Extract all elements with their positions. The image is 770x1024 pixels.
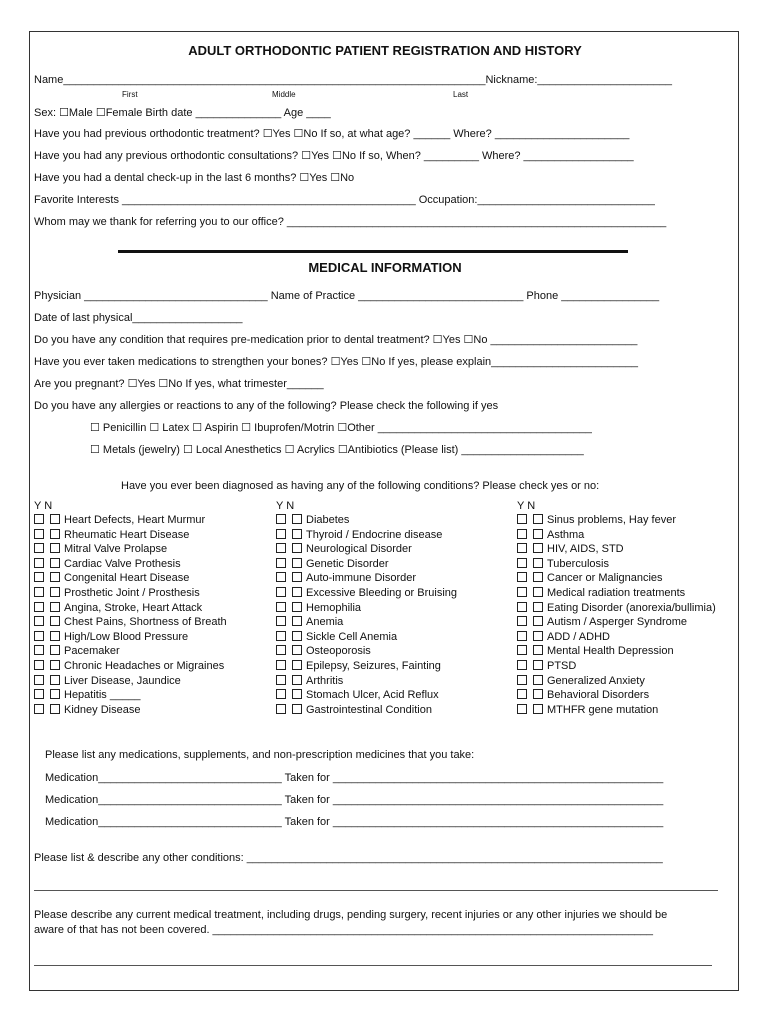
diagnosed-question: Have you ever been diagnosed as having any of the following conditions? Please check yes or no:	[121, 480, 600, 492]
condition-row	[517, 528, 716, 543]
no-checkbox[interactable]	[533, 660, 543, 670]
condition-label: MTHFR gene mutation	[547, 703, 659, 716]
yes-checkbox[interactable]	[34, 660, 44, 670]
no-checkbox[interactable]	[50, 602, 60, 612]
condition-label: Tuberculosis	[547, 557, 609, 570]
no-checkbox[interactable]	[50, 514, 60, 524]
condition-row	[276, 630, 457, 645]
condition-row	[276, 528, 457, 543]
yes-checkbox[interactable]	[517, 660, 527, 670]
other-conditions-extra-line[interactable]	[34, 890, 718, 891]
condition-label: Thyroid / Endocrine disease	[306, 528, 443, 541]
condition-label: Hepatitis _____	[64, 689, 141, 702]
yes-checkbox[interactable]	[276, 689, 286, 699]
condition-label: Chronic Headaches or Migraines	[64, 659, 225, 672]
medication-row-1[interactable]: Medication______________________________ Taken for ______________________________________________________	[45, 772, 664, 784]
condition-label: Chest Pains, Shortness of Breath	[64, 616, 227, 629]
current-treatment-line-1: Please describe any current medical treatment, including drugs, pending surgery, recent injuries or any other injuries we should be	[34, 909, 668, 921]
no-checkbox[interactable]	[533, 704, 543, 714]
yes-checkbox[interactable]	[517, 704, 527, 714]
yes-checkbox[interactable]	[276, 558, 286, 568]
no-checkbox[interactable]	[533, 529, 543, 539]
condition-row	[276, 659, 457, 674]
allergy-options-row-1[interactable]: ☐ Penicillin ☐ Latex ☐ Aspirin ☐ Ibuprofen/Motrin ☐Other ___________________________________	[90, 422, 592, 434]
condition-label: Behavioral Disorders	[547, 689, 650, 702]
condition-row	[517, 513, 716, 528]
no-checkbox[interactable]	[50, 704, 60, 714]
condition-label: Mitral Valve Prolapse	[64, 543, 168, 556]
yes-checkbox[interactable]	[517, 587, 527, 597]
yes-checkbox[interactable]	[34, 529, 44, 539]
condition-label: Rheumatic Heart Disease	[64, 528, 190, 541]
condition-row	[517, 557, 716, 572]
condition-row	[34, 557, 227, 572]
no-checkbox[interactable]	[50, 675, 60, 685]
conditions-column-3	[517, 513, 716, 717]
name-first-label: First	[122, 90, 138, 99]
no-checkbox[interactable]	[50, 587, 60, 597]
condition-label: Arthritis	[306, 674, 344, 687]
no-checkbox[interactable]	[292, 645, 302, 655]
condition-label: Hemophilia	[306, 601, 362, 614]
yn-header-col1: Y N	[34, 500, 53, 512]
yes-checkbox[interactable]	[34, 689, 44, 699]
previous-treatment-row[interactable]: Have you had previous orthodontic treatment? ☐Yes ☐No If so, at what age? ______ Where? ______________________	[34, 128, 630, 140]
no-checkbox[interactable]	[292, 675, 302, 685]
condition-row	[517, 586, 716, 601]
bone-medication-row[interactable]: Have you ever taken medications to strengthen your bones? ☐Yes ☐No If yes, please explain________________________	[34, 356, 638, 368]
no-checkbox[interactable]	[50, 631, 60, 641]
yes-checkbox[interactable]	[34, 587, 44, 597]
condition-label: ADD / ADHD	[547, 630, 610, 643]
yes-checkbox[interactable]	[276, 514, 286, 524]
condition-row	[34, 528, 227, 543]
no-checkbox[interactable]	[533, 514, 543, 524]
yes-checkbox[interactable]	[276, 675, 286, 685]
yes-checkbox[interactable]	[276, 704, 286, 714]
no-checkbox[interactable]	[292, 558, 302, 568]
condition-label: Epilepsy, Seizures, Fainting	[306, 659, 441, 672]
no-checkbox[interactable]	[533, 587, 543, 597]
condition-row	[276, 557, 457, 572]
condition-row	[34, 644, 227, 659]
medical-heading: MEDICAL INFORMATION	[308, 260, 462, 275]
condition-label: Liver Disease, Jaundice	[64, 674, 181, 687]
condition-label: Generalized Anxiety	[547, 674, 645, 687]
yes-checkbox[interactable]	[34, 558, 44, 568]
no-checkbox[interactable]	[50, 689, 60, 699]
yes-checkbox[interactable]	[276, 543, 286, 553]
condition-row	[34, 659, 227, 674]
condition-row	[34, 630, 227, 645]
condition-label: Autism / Asperger Syndrome	[547, 616, 688, 629]
physician-row[interactable]: Physician ______________________________ Name of Practice ___________________________ Phone ________________	[34, 290, 660, 302]
yn-header-col2: Y N	[276, 500, 295, 512]
no-checkbox[interactable]	[533, 602, 543, 612]
condition-label: Auto-immune Disorder	[306, 572, 417, 585]
name-field[interactable]: Name_____________________________________________________________________Nickname:______________________	[34, 74, 673, 86]
yes-checkbox[interactable]	[34, 704, 44, 714]
yes-checkbox[interactable]	[34, 675, 44, 685]
condition-row	[34, 571, 227, 586]
condition-label: Gastrointestinal Condition	[306, 703, 432, 716]
no-checkbox[interactable]	[50, 558, 60, 568]
no-checkbox[interactable]	[533, 689, 543, 699]
condition-label: Genetic Disorder	[306, 557, 389, 570]
yes-checkbox[interactable]	[34, 631, 44, 641]
condition-row	[34, 601, 227, 616]
condition-row	[276, 513, 457, 528]
yes-checkbox[interactable]	[34, 514, 44, 524]
no-checkbox[interactable]	[292, 602, 302, 612]
interests-occupation-row[interactable]: Favorite Interests ________________________________________________ Occupation:_____________________________	[34, 194, 655, 206]
condition-label: Sinus problems, Hay fever	[547, 514, 676, 526]
condition-row	[517, 571, 716, 586]
allergies-question: Do you have any allergies or reactions to any of the following? Please check the following if yes	[34, 400, 499, 412]
last-physical-row[interactable]: Date of last physical__________________	[34, 312, 243, 324]
section-divider	[118, 250, 628, 253]
yes-checkbox[interactable]	[276, 616, 286, 626]
condition-row	[276, 542, 457, 557]
condition-label: Cancer or Malignancies	[547, 572, 663, 585]
yes-checkbox[interactable]	[517, 543, 527, 553]
name-last-label: Last	[453, 90, 469, 99]
condition-row	[276, 615, 457, 630]
condition-row	[517, 630, 716, 645]
condition-row	[276, 601, 457, 616]
yes-checkbox[interactable]	[517, 616, 527, 626]
yes-checkbox[interactable]	[517, 572, 527, 582]
no-checkbox[interactable]	[292, 616, 302, 626]
condition-row	[276, 586, 457, 601]
yes-checkbox[interactable]	[276, 645, 286, 655]
condition-label: Medical radiation treatments	[547, 586, 686, 599]
condition-label: Angina, Stroke, Heart Attack	[64, 601, 203, 614]
referral-row[interactable]: Whom may we thank for referring you to our office? ______________________________________________________________	[34, 216, 667, 228]
condition-row	[517, 688, 716, 703]
no-checkbox[interactable]	[533, 558, 543, 568]
no-checkbox[interactable]	[292, 587, 302, 597]
no-checkbox[interactable]	[50, 660, 60, 670]
yes-checkbox[interactable]	[517, 631, 527, 641]
yes-checkbox[interactable]	[34, 543, 44, 553]
condition-label: Kidney Disease	[64, 703, 141, 716]
yes-checkbox[interactable]	[276, 587, 286, 597]
form-title: ADULT ORTHODONTIC PATIENT REGISTRATION AND HISTORY	[188, 43, 582, 58]
condition-label: Prosthetic Joint / Prosthesis	[64, 586, 200, 599]
current-treatment-extra-line[interactable]	[34, 965, 712, 966]
condition-row	[34, 615, 227, 630]
condition-row	[276, 674, 457, 689]
condition-row	[517, 644, 716, 659]
yes-checkbox[interactable]	[276, 529, 286, 539]
condition-label: HIV, AIDS, STD	[547, 543, 624, 556]
yes-checkbox[interactable]	[517, 558, 527, 568]
yes-checkbox[interactable]	[34, 572, 44, 582]
yes-checkbox[interactable]	[276, 572, 286, 582]
no-checkbox[interactable]	[292, 704, 302, 714]
no-checkbox[interactable]	[50, 645, 60, 655]
no-checkbox[interactable]	[50, 572, 60, 582]
condition-label: Excessive Bleeding or Bruising	[306, 586, 458, 599]
no-checkbox[interactable]	[50, 543, 60, 553]
medication-row-3[interactable]: Medication______________________________ Taken for ______________________________________________________	[45, 816, 664, 828]
allergy-options-row-2[interactable]: ☐ Metals (jewelry) ☐ Local Anesthetics ☐ Acrylics ☐Antibiotics (Please list) ____________________	[90, 444, 584, 456]
condition-row	[34, 674, 227, 689]
yn-header-col3: Y N	[517, 500, 536, 512]
no-checkbox[interactable]	[292, 543, 302, 553]
condition-row	[517, 674, 716, 689]
no-checkbox[interactable]	[533, 645, 543, 655]
condition-row	[34, 513, 227, 528]
condition-row	[276, 644, 457, 659]
condition-row	[276, 703, 457, 718]
condition-label: Pacemaker	[64, 645, 120, 658]
condition-row	[517, 659, 716, 674]
condition-label: High/Low Blood Pressure	[64, 630, 189, 643]
yes-checkbox[interactable]	[517, 514, 527, 524]
condition-label: Cardiac Valve Prothesis	[64, 557, 181, 570]
yes-checkbox[interactable]	[34, 616, 44, 626]
condition-label: Sickle Cell Anemia	[306, 630, 398, 643]
no-checkbox[interactable]	[533, 675, 543, 685]
condition-label: Eating Disorder (anorexia/bullimia)	[547, 601, 716, 614]
condition-row	[34, 542, 227, 557]
conditions-column-1	[34, 513, 227, 717]
yes-checkbox[interactable]	[517, 675, 527, 685]
no-checkbox[interactable]	[292, 689, 302, 699]
condition-label: Anemia	[306, 616, 344, 629]
condition-label: Stomach Ulcer, Acid Reflux	[306, 689, 439, 702]
no-checkbox[interactable]	[292, 572, 302, 582]
condition-row	[276, 571, 457, 586]
no-checkbox[interactable]	[292, 529, 302, 539]
yes-checkbox[interactable]	[34, 602, 44, 612]
no-checkbox[interactable]	[533, 572, 543, 582]
no-checkbox[interactable]	[292, 514, 302, 524]
yes-checkbox[interactable]	[34, 645, 44, 655]
current-treatment-line-2[interactable]: aware of that has not been covered. ________________________________________________________________________	[34, 924, 654, 936]
condition-row	[517, 601, 716, 616]
condition-label: Asthma	[547, 528, 585, 541]
name-middle-label: Middle	[272, 90, 296, 99]
condition-label: Neurological Disorder	[306, 543, 412, 556]
condition-row	[34, 688, 227, 703]
no-checkbox[interactable]	[533, 543, 543, 553]
no-checkbox[interactable]	[292, 660, 302, 670]
premedication-row[interactable]: Do you have any condition that requires pre-medication prior to dental treatment? ☐Yes ☐No ________________________	[34, 334, 638, 346]
condition-label: Diabetes	[306, 514, 350, 526]
medication-row-2[interactable]: Medication______________________________ Taken for ______________________________________________________	[45, 794, 664, 806]
no-checkbox[interactable]	[533, 616, 543, 626]
condition-label: Heart Defects, Heart Murmur	[64, 514, 206, 526]
previous-consultation-row[interactable]: Have you had any previous orthodontic consultations? ☐Yes ☐No If so, When? _________ Where? __________________	[34, 150, 634, 162]
condition-row	[517, 615, 716, 630]
condition-row	[34, 703, 227, 718]
dental-checkup-row[interactable]: Have you had a dental check-up in the last 6 months? ☐Yes ☐No	[34, 172, 355, 184]
yes-checkbox[interactable]	[276, 602, 286, 612]
condition-row	[517, 542, 716, 557]
condition-row	[276, 688, 457, 703]
condition-label: Congenital Heart Disease	[64, 572, 190, 585]
yes-checkbox[interactable]	[517, 529, 527, 539]
no-checkbox[interactable]	[50, 529, 60, 539]
yes-checkbox[interactable]	[276, 631, 286, 641]
no-checkbox[interactable]	[50, 616, 60, 626]
no-checkbox[interactable]	[292, 631, 302, 641]
no-checkbox[interactable]	[533, 631, 543, 641]
medications-intro: Please list any medications, supplements, and non-prescription medicines that you take:	[45, 749, 475, 761]
condition-label: Osteoporosis	[306, 645, 371, 658]
yes-checkbox[interactable]	[517, 645, 527, 655]
other-conditions-row[interactable]: Please list & describe any other conditions: ____________________________________________________________________	[34, 852, 663, 864]
condition-label: PTSD	[547, 659, 577, 672]
condition-label: Mental Health Depression	[547, 645, 674, 658]
yes-checkbox[interactable]	[276, 660, 286, 670]
yes-checkbox[interactable]	[517, 689, 527, 699]
conditions-column-2	[276, 513, 457, 717]
pregnant-row[interactable]: Are you pregnant? ☐Yes ☐No If yes, what trimester______	[34, 378, 324, 390]
condition-row	[34, 586, 227, 601]
condition-row	[517, 703, 716, 718]
sex-birthdate-age-row[interactable]: Sex: ☐Male ☐Female Birth date ______________ Age ____	[34, 107, 331, 119]
yes-checkbox[interactable]	[517, 602, 527, 612]
